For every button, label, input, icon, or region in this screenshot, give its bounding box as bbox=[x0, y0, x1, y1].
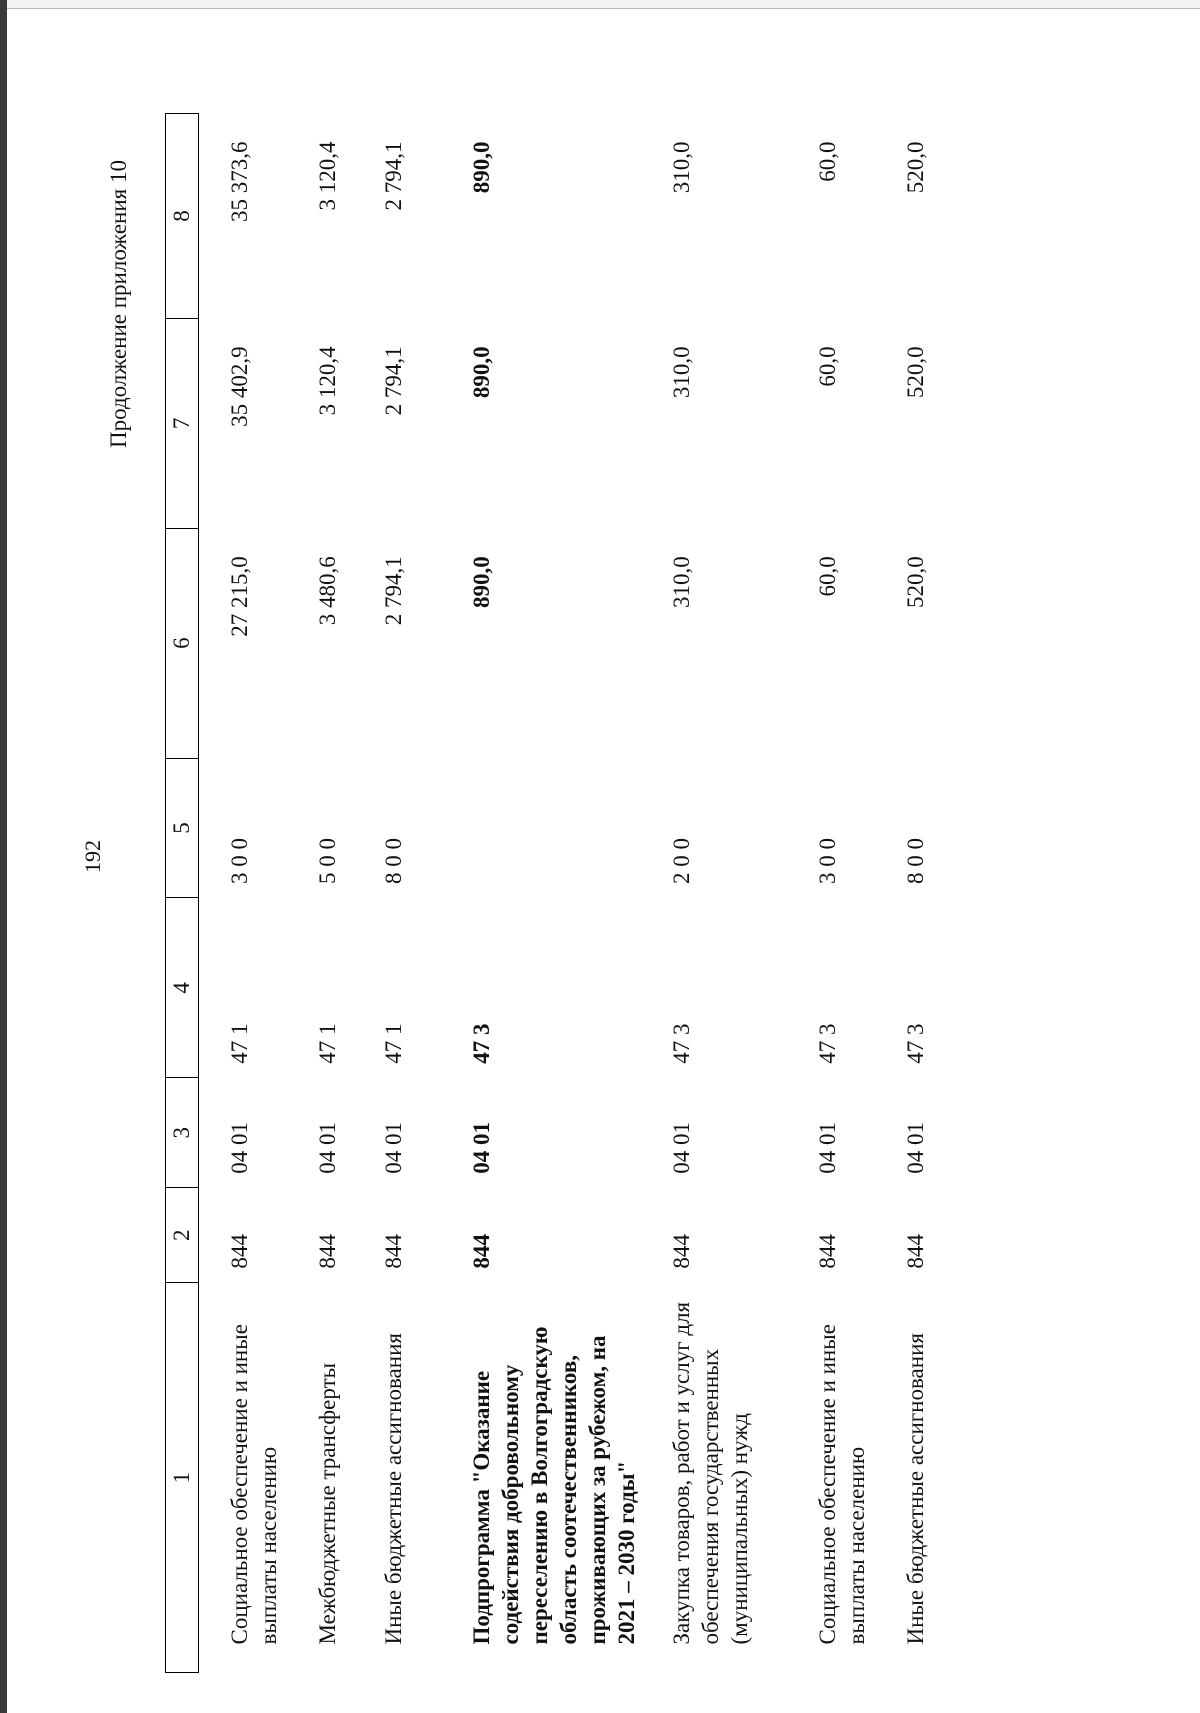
column-header: 4 bbox=[166, 898, 199, 1078]
cell-target-code: 47 3 bbox=[469, 1023, 494, 1064]
cell-ministry-code: 844 bbox=[227, 1234, 252, 1269]
cell-amount-col7: 310,0 bbox=[669, 346, 694, 399]
cell-amount-col6: 2 794,1 bbox=[381, 556, 406, 626]
table-row bbox=[353, 114, 441, 1673]
cell-amount-col8: 890,0 bbox=[469, 141, 494, 194]
cell-ministry-code: 844 bbox=[669, 1234, 694, 1269]
cell-expense-type: 5 0 0 bbox=[315, 837, 340, 884]
cell-amount-col6: 60,0 bbox=[815, 556, 840, 597]
column-header: 2 bbox=[166, 1188, 199, 1283]
table-row-subprogram bbox=[441, 114, 641, 1673]
cell-amount-col8: 60,0 bbox=[815, 141, 840, 182]
cell-amount-col8: 310,0 bbox=[669, 141, 694, 194]
cell-expense-type: 3 0 0 bbox=[227, 837, 252, 884]
cell-section-code: 04 01 bbox=[669, 1121, 694, 1174]
cell-target-code: 47 3 bbox=[903, 1023, 928, 1064]
cell-amount-col8: 2 794,1 bbox=[381, 141, 406, 211]
table-row bbox=[287, 114, 353, 1673]
cell-ministry-code: 844 bbox=[315, 1234, 340, 1269]
row-name: Иные бюджетные ассигнования bbox=[381, 1333, 406, 1645]
cell-amount-col6: 3 480,6 bbox=[315, 556, 340, 626]
table-header-row bbox=[166, 114, 199, 1673]
cell-target-code: 47 1 bbox=[227, 1023, 252, 1064]
row-name: Социальное обеспечение и иные выплаты населению bbox=[227, 1324, 281, 1645]
row-name: Социальное обеспечение и иные выплаты населению bbox=[815, 1324, 869, 1645]
table-row bbox=[787, 114, 875, 1673]
cell-amount-col7: 35 402,9 bbox=[227, 346, 252, 427]
cell-section-code: 04 01 bbox=[227, 1121, 252, 1174]
column-header: 1 bbox=[166, 1283, 199, 1673]
cell-ministry-code: 844 bbox=[469, 1234, 494, 1269]
cell-section-code: 04 01 bbox=[903, 1121, 928, 1174]
cell-target-code: 47 3 bbox=[669, 1023, 694, 1064]
cell-section-code: 04 01 bbox=[381, 1121, 406, 1174]
cell-ministry-code: 844 bbox=[903, 1234, 928, 1269]
cell-amount-col7: 520,0 bbox=[903, 346, 928, 399]
cell-target-code: 47 1 bbox=[315, 1023, 340, 1064]
cell-ministry-code: 844 bbox=[381, 1234, 406, 1269]
cell-expense-type: 3 0 0 bbox=[815, 837, 840, 884]
cell-ministry-code: 844 bbox=[815, 1234, 840, 1269]
cell-amount-col6: 310,0 bbox=[669, 556, 694, 608]
cell-amount-col8: 3 120,4 bbox=[315, 141, 340, 211]
cell-expense-type: 2 0 0 bbox=[669, 837, 694, 884]
cell-amount-col8: 520,0 bbox=[903, 141, 928, 194]
budget-table bbox=[165, 113, 963, 1673]
column-header: 8 bbox=[166, 114, 199, 319]
cell-target-code: 47 1 bbox=[381, 1023, 406, 1064]
cell-expense-type: 8 0 0 bbox=[903, 837, 928, 884]
column-header: 7 bbox=[166, 318, 199, 528]
row-name: Межбюджетные трансферты bbox=[315, 1362, 340, 1645]
column-header: 3 bbox=[166, 1078, 199, 1188]
cell-amount-col6: 27 215,0 bbox=[227, 556, 252, 637]
continuation-caption: Продолжение приложения 10 bbox=[106, 160, 131, 448]
cell-section-code: 04 01 bbox=[815, 1121, 840, 1174]
column-header: 6 bbox=[166, 528, 199, 758]
cell-amount-col7: 60,0 bbox=[815, 346, 840, 387]
table-row bbox=[875, 114, 963, 1673]
cell-amount-col6: 520,0 bbox=[903, 556, 928, 608]
page-number: 192 bbox=[80, 840, 105, 873]
cell-expense-type bbox=[441, 758, 641, 898]
cell-amount-col7: 3 120,4 bbox=[315, 346, 340, 416]
table-row bbox=[199, 114, 288, 1673]
row-name: Подпрограмма "Оказание содействия добровольному переселению в Волгоградскую область соотечественников, проживающих за рубежом, на 2021 – 2030 годы" bbox=[469, 1326, 639, 1645]
cell-expense-type: 8 0 0 bbox=[381, 837, 406, 884]
cell-amount-col8: 35 373,6 bbox=[227, 141, 252, 222]
cell-amount-col7: 2 794,1 bbox=[381, 346, 406, 416]
row-name: Иные бюджетные ассигнования bbox=[903, 1333, 928, 1645]
cell-target-code: 47 3 bbox=[815, 1023, 840, 1064]
table-row bbox=[641, 114, 787, 1673]
cell-amount-col6: 890,0 bbox=[469, 556, 494, 608]
cell-amount-col7: 890,0 bbox=[469, 346, 494, 399]
cell-section-code: 04 01 bbox=[315, 1121, 340, 1174]
column-header: 5 bbox=[166, 758, 199, 898]
cell-section-code: 04 01 bbox=[469, 1121, 494, 1174]
row-name: Закупка товаров, работ и услуг для обеспечения государственных (муниципальных) нужд bbox=[669, 1301, 752, 1645]
